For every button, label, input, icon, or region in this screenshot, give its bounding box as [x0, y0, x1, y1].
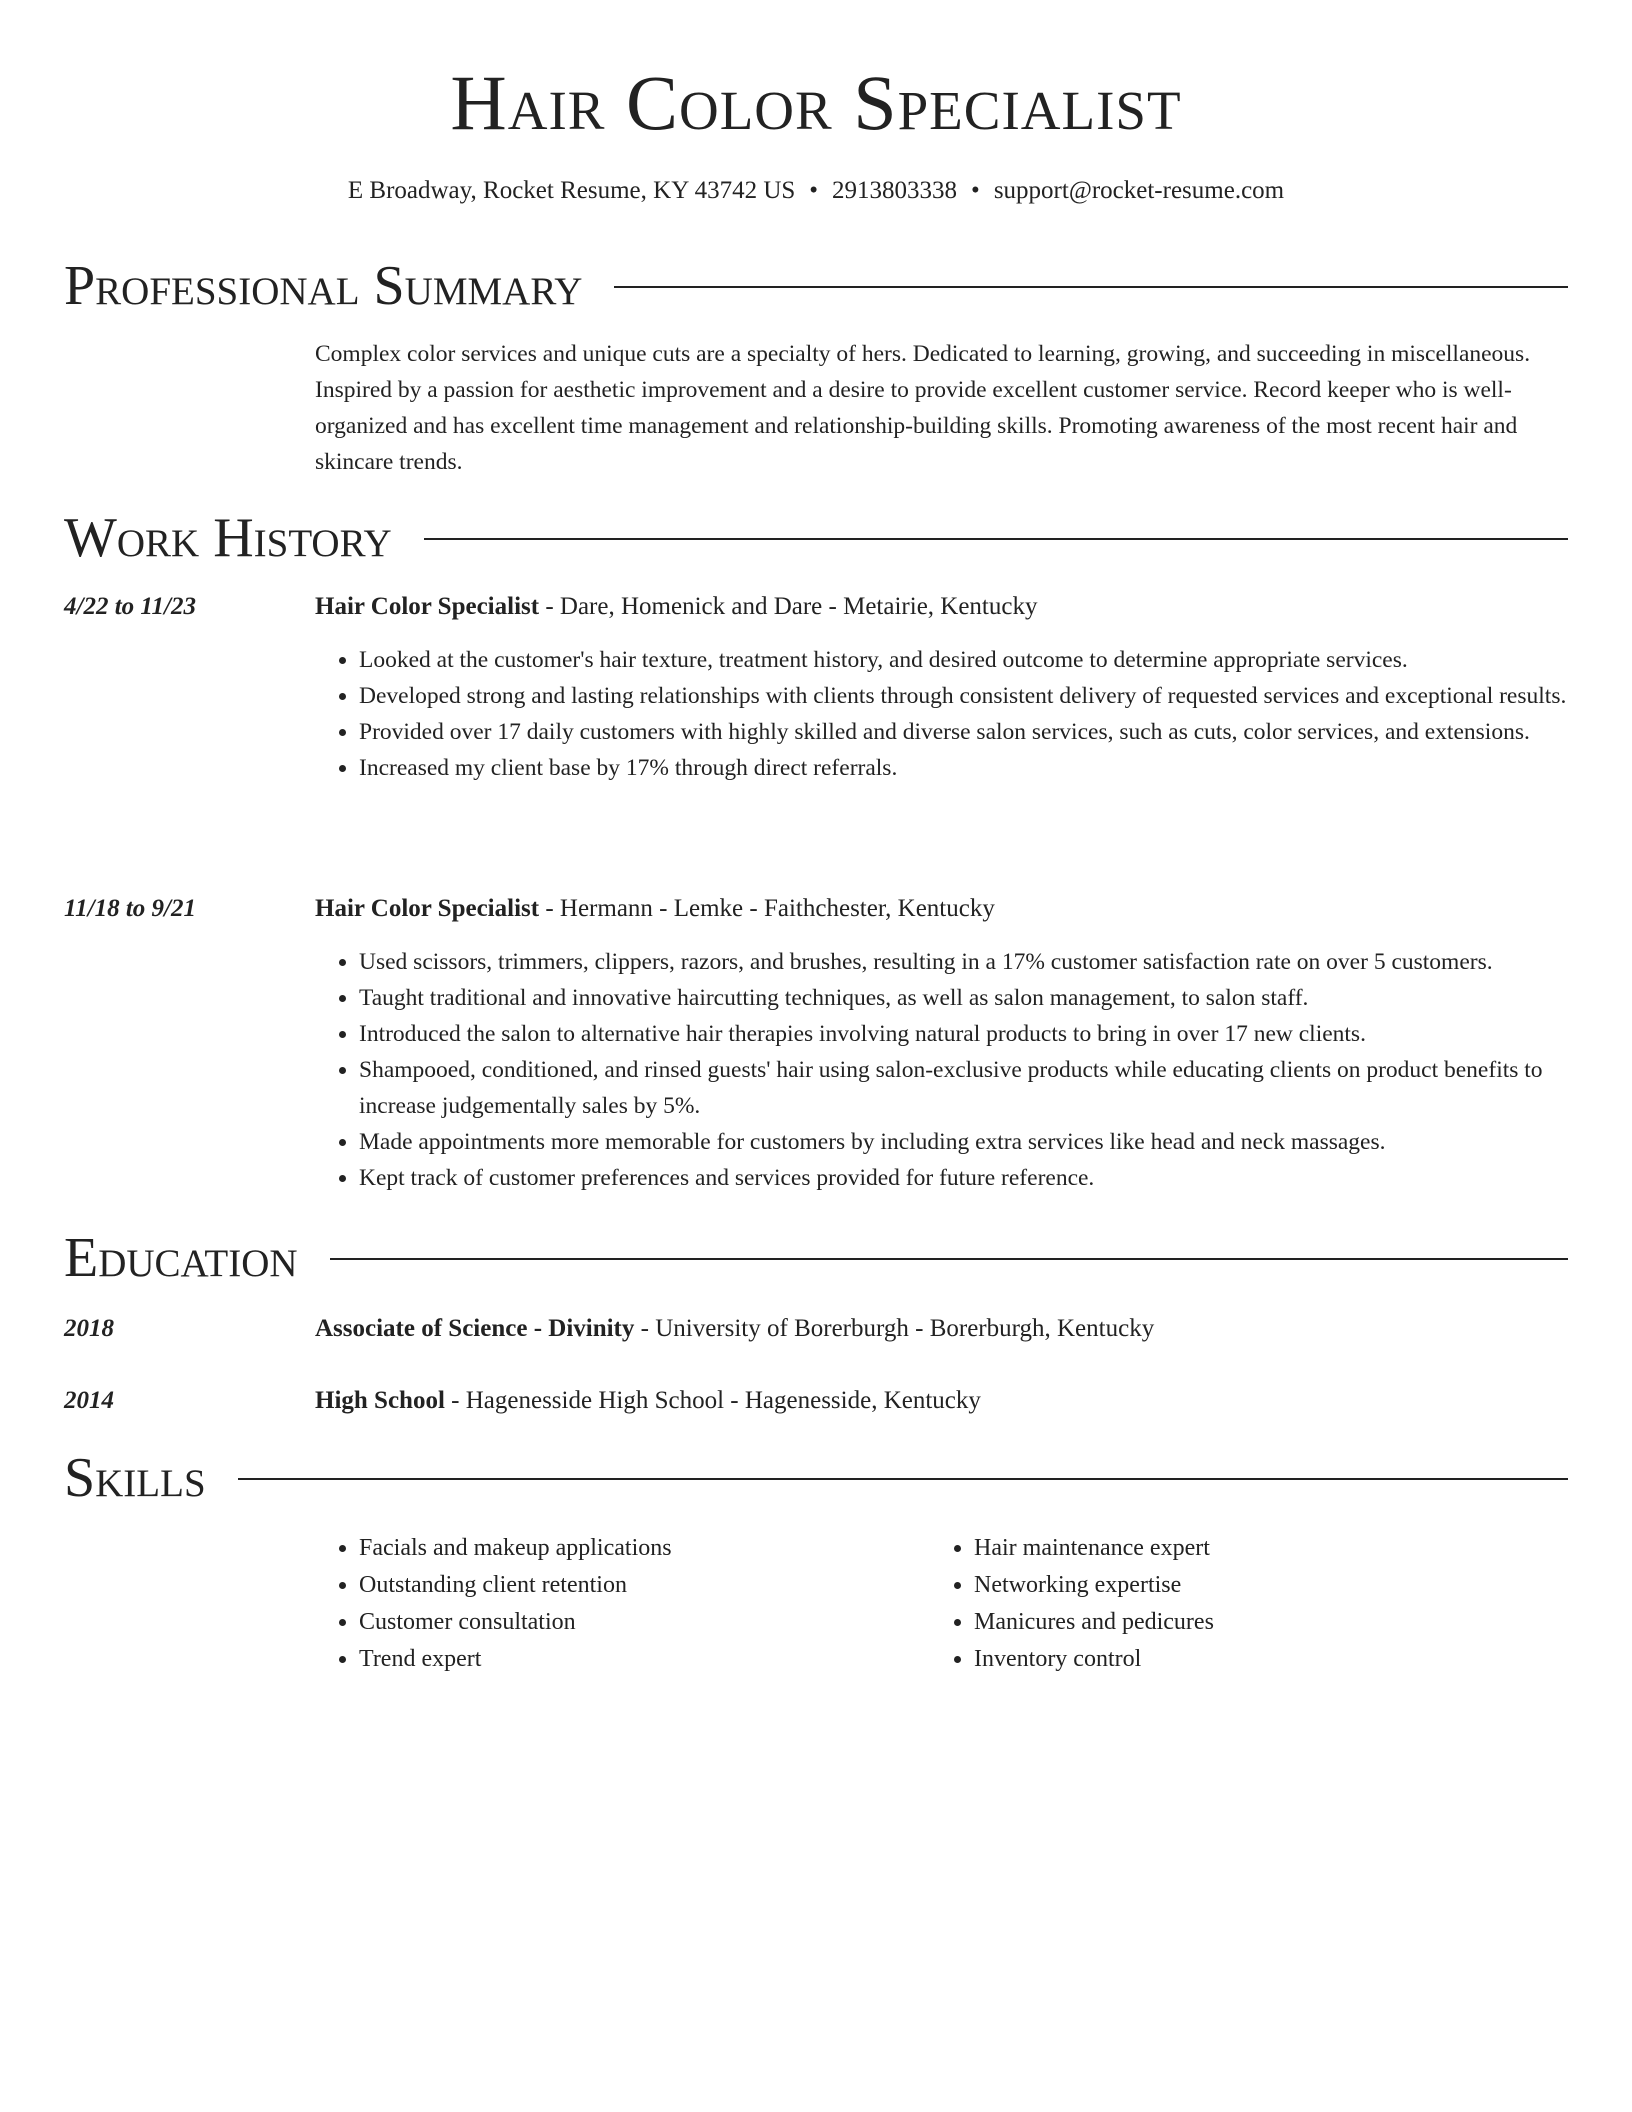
summary-section-title: Professional Summary: [64, 255, 583, 317]
job-dates: 11/18 to 9/21: [64, 895, 196, 922]
contact-separator: •: [971, 177, 980, 204]
education-headline: [315, 1384, 981, 1418]
work-history-section-title: Work History: [64, 507, 392, 569]
skill-item: • Trend expert: [359, 1641, 919, 1678]
job-headline: [315, 590, 1037, 624]
education-year: 2018: [64, 1315, 114, 1342]
contact-address: E Broadway, Rocket Resume, KY 43742 US: [347, 177, 796, 204]
job-bullet: • Developed strong and lasting relationships with clients through consistent delivery of requested services and exceptional results.: [359, 678, 1568, 714]
contact-email: support@rocket-resume.com: [993, 177, 1285, 204]
job-position: Hair Color Specialist: [315, 593, 540, 620]
summary-section-heading: [64, 254, 1568, 318]
section-divider: [614, 286, 1568, 288]
skills-section-heading: [64, 1446, 1568, 1510]
section-divider: [330, 1258, 1568, 1260]
education-school-location: - Hagenesside High School - Hagenesside, Kentucky: [444, 1387, 981, 1414]
skill-item: • Hair maintenance expert: [974, 1530, 1574, 1567]
education-degree: High School: [315, 1387, 445, 1414]
skills-list-right: [930, 1530, 1574, 1678]
education-year: 2014: [64, 1387, 114, 1414]
section-divider: [238, 1478, 1568, 1480]
skill-item: • Inventory control: [974, 1641, 1574, 1678]
job-employer-location: - Hermann - Lemke - Faithchester, Kentucky: [539, 895, 995, 922]
job-bullet: • Made appointments more memorable for customers by including extra services like head and neck massages.: [359, 1124, 1568, 1160]
job-position: Hair Color Specialist: [315, 895, 540, 922]
contact-phone: 2913803338: [832, 177, 958, 204]
candidate-name: Hair Color Specialist: [450, 59, 1182, 146]
skill-item: • Outstanding client retention: [359, 1567, 919, 1604]
contact-line: [0, 174, 1632, 208]
skill-item: • Customer consultation: [359, 1604, 919, 1641]
skill-item: • Networking expertise: [974, 1567, 1574, 1604]
education-section-heading: [64, 1226, 1568, 1290]
job-bullet: • Looked at the customer's hair texture, treatment history, and desired outcome to determine appropriate services.: [359, 642, 1568, 678]
job-bullet: • Introduced the salon to alternative hair therapies involving natural products to bring in over 17 new clients.: [359, 1016, 1568, 1052]
job-bullet: • Shampooed, conditioned, and rinsed guests' hair using salon-exclusive products while educating clients on product benefits to increase judgementally sales by 5%.: [359, 1052, 1568, 1124]
education-headline: [315, 1312, 1154, 1346]
job-bullet: • Provided over 17 daily customers with highly skilled and diverse salon services, such as cuts, color services, and extensions.: [359, 714, 1568, 750]
job-dates: 4/22 to 11/23: [64, 593, 196, 620]
job-bullet: • Taught traditional and innovative haircutting techniques, as well as salon management, to salon staff.: [359, 980, 1568, 1016]
contact-separator: •: [809, 177, 819, 204]
section-divider: [424, 538, 1568, 540]
skills-section-title: Skills: [64, 1447, 206, 1509]
education-section-title: Education: [64, 1227, 298, 1289]
job-bullet: • Kept track of customer preferences and services provided for future reference.: [359, 1160, 1568, 1196]
summary-text: Complex color services and unique cuts are a specialty of hers. Dedicated to learning, growing, and succeeding in miscellaneous. Inspired by a passion for aesthetic improvement and a desire to provide excellent customer service. Record keeper who is well-organized and has excellent time management and relationship-building skills. Promoting awareness of the most recent hair and skincare trends.: [315, 341, 1531, 475]
work-history-section-heading: [64, 506, 1568, 570]
job-employer-location: - Dare, Homenick and Dare - Metairie, Kentucky: [539, 593, 1038, 620]
job-bullet: • Increased my client base by 17% through direct referrals.: [359, 750, 1568, 786]
education-degree: Associate of Science - Divinity: [315, 1315, 635, 1342]
job-headline: [315, 892, 995, 926]
job-bullet: • Used scissors, trimmers, clippers, razors, and brushes, resulting in a 17% customer satisfaction rate on over 5 customers.: [359, 944, 1568, 980]
job-bullet-list: [315, 944, 1568, 1196]
job-bullet-list: [315, 642, 1568, 786]
skill-item: • Facials and makeup applications: [359, 1530, 919, 1567]
skills-list-left: [315, 1530, 919, 1678]
education-school-location: - University of Borerburgh - Borerburgh, Kentucky: [634, 1315, 1155, 1342]
skill-item: • Manicures and pedicures: [974, 1604, 1574, 1641]
